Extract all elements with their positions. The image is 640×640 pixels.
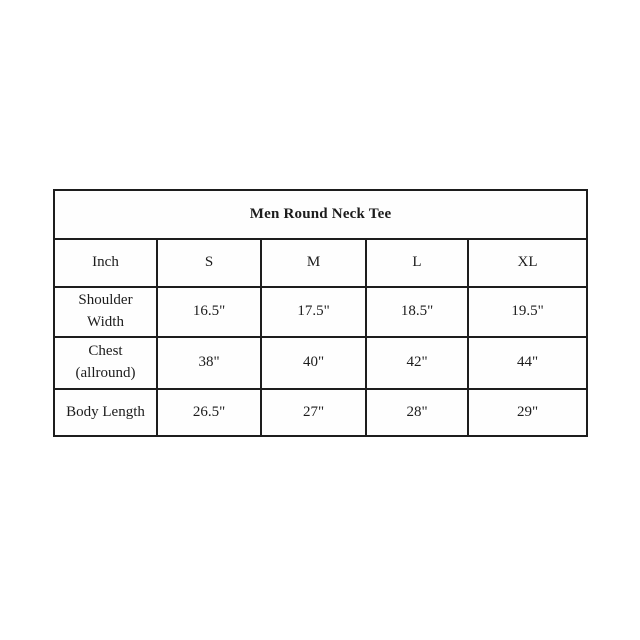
cell-body-s: 26.5" (157, 389, 261, 436)
cell-body-m: 27" (261, 389, 366, 436)
table-row-body-length (54, 389, 587, 436)
header-row (54, 239, 587, 287)
row-label-chest: Chest (allround) (54, 337, 157, 389)
cell-chest-xl: 44" (468, 337, 587, 389)
cell-shoulder-m: 17.5" (261, 287, 366, 337)
cell-chest-l: 42" (366, 337, 468, 389)
cell-shoulder-s: 16.5" (157, 287, 261, 337)
cell-chest-s: 38" (157, 337, 261, 389)
column-header-xl: XL (468, 239, 587, 287)
cell-shoulder-l: 18.5" (366, 287, 468, 337)
column-header-s: S (157, 239, 261, 287)
cell-body-l: 28" (366, 389, 468, 436)
title-row (54, 190, 587, 239)
column-header-m: M (261, 239, 366, 287)
size-chart-table (53, 189, 588, 437)
size-chart-container (53, 189, 586, 437)
table-row-chest (54, 337, 587, 389)
cell-body-xl: 29" (468, 389, 587, 436)
table-row-shoulder-width (54, 287, 587, 337)
row-label-body-length: Body Length (54, 389, 157, 436)
column-header-inch: Inch (54, 239, 157, 287)
cell-chest-m: 40" (261, 337, 366, 389)
row-label-shoulder-width: Shoulder Width (54, 287, 157, 337)
column-header-l: L (366, 239, 468, 287)
size-chart-title: Men Round Neck Tee (54, 190, 587, 239)
cell-shoulder-xl: 19.5" (468, 287, 587, 337)
